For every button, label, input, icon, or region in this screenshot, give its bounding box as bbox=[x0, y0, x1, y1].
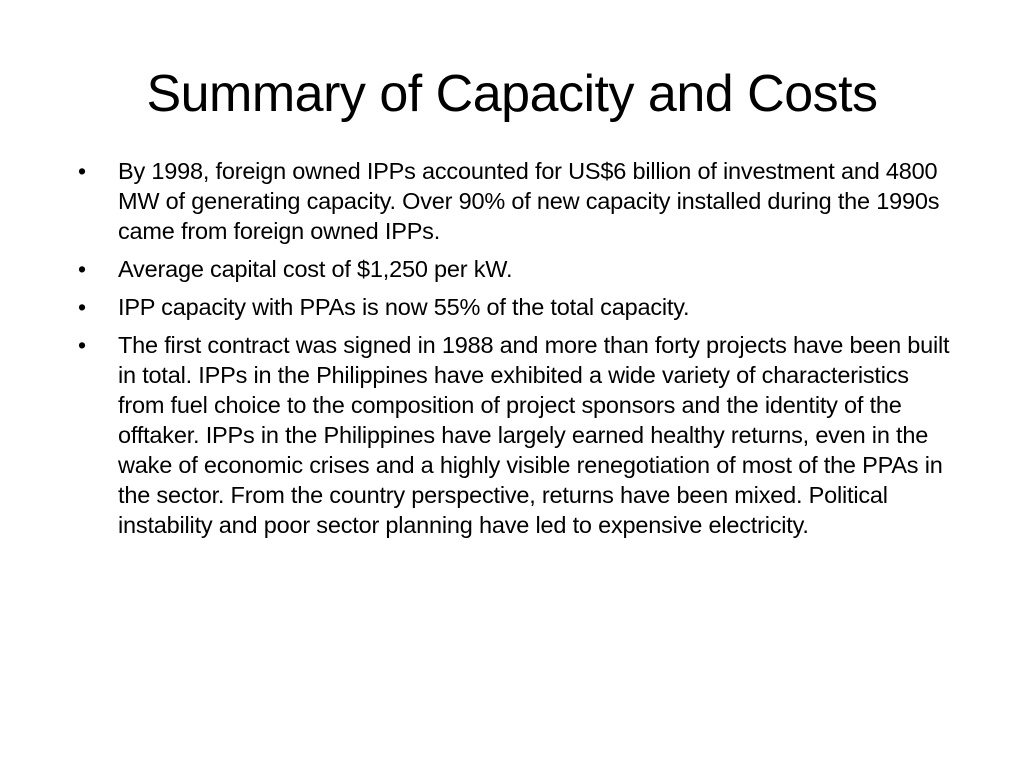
bullet-dot-icon: • bbox=[78, 332, 86, 358]
bullet-text: By 1998, foreign owned IPPs accounted for US$6 billion of investment and 4800 MW of generating capacity. Over 90% of new capacity installed during the 1990s came from foreign owned IPPs. bbox=[118, 158, 940, 244]
bullet-text: The first contract was signed in 1988 and more than forty projects have been built in total. IPPs in the Philippines have exhibited a wide variety of characteristics from fuel choice to the composition of project sponsors and the identity of the offtaker. IPPs in the Philippines have largely earned healthy returns, even in the wake of economic crises and a highly visible renegotiation of most of the PPAs in the sector. From the country perspective, returns have been mixed. Political instability and poor sector planning have led to expensive electricity. bbox=[118, 332, 950, 538]
slide-title: Summary of Capacity and Costs bbox=[146, 65, 878, 123]
bullet-item-ipp-capacity bbox=[76, 292, 956, 322]
bullet-item-investment bbox=[76, 156, 956, 246]
bullet-dot-icon: • bbox=[78, 158, 86, 184]
bullet-text: IPP capacity with PPAs is now 55% of the total capacity. bbox=[118, 294, 690, 320]
bullet-text: Average capital cost of $1,250 per kW. bbox=[118, 256, 513, 282]
bullet-dot-icon: • bbox=[78, 256, 86, 282]
bullet-item-capital-cost bbox=[76, 254, 956, 284]
bullet-item-contracts bbox=[76, 330, 956, 540]
bullet-dot-icon: • bbox=[78, 294, 86, 320]
bullet-list bbox=[76, 156, 956, 548]
